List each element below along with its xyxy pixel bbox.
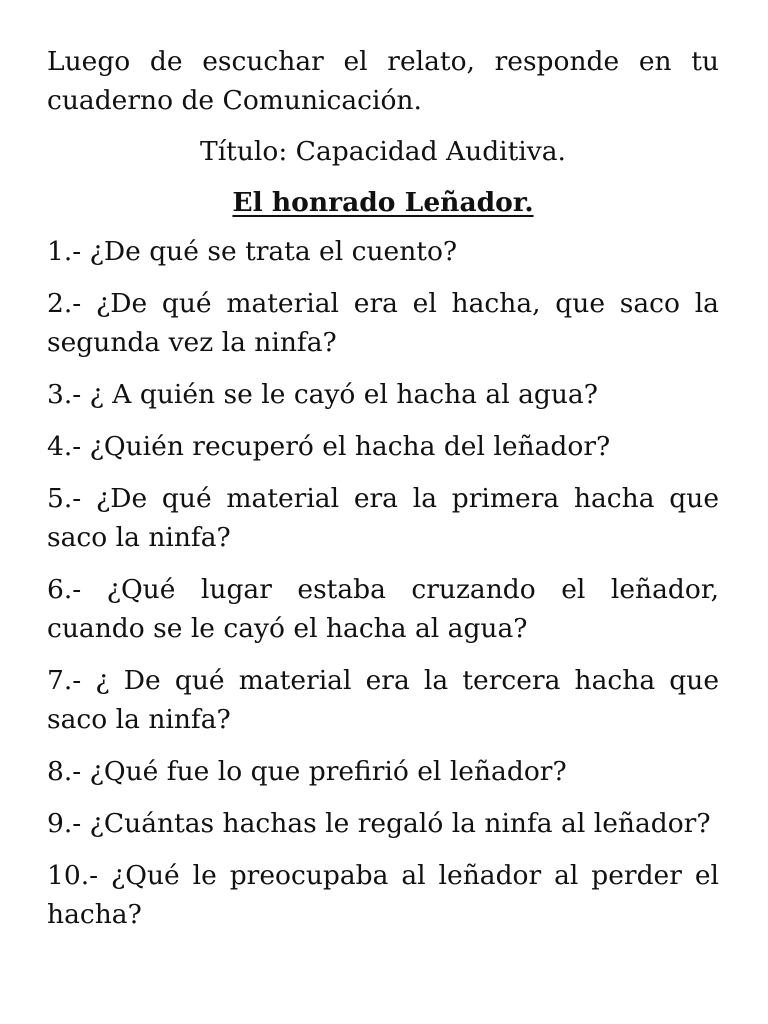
document-page	[47, 42, 719, 947]
question-9: 9.- ¿Cuántas hachas le regaló la ninfa al leñador?	[47, 808, 711, 839]
question-3: 3.- ¿ A quién se le cayó el hacha al agua?	[47, 379, 598, 410]
question-2: 2.- ¿De qué material era el hacha, que saco la segunda vez la ninfa?	[47, 288, 719, 358]
question-8: 8.- ¿Qué fue lo que prefirió el leñador?	[47, 756, 567, 787]
instructions-text: Luego de escuchar el relato, responde en tu cuaderno de Comunicación.	[47, 46, 719, 116]
story-heading: El honrado Leñador.	[232, 187, 534, 218]
question-4: 4.- ¿Quién recuperó el hacha del leñador?	[47, 431, 611, 462]
question-6: 6.- ¿Qué lugar estaba cruzando el leñador, cuando se le cayó el hacha al agua?	[47, 574, 719, 644]
question-10: 10.- ¿Qué le preocupaba al leñador al perder el hacha?	[47, 860, 719, 930]
question-5: 5.- ¿De qué material era la primera hacha que saco la ninfa?	[47, 483, 719, 553]
question-7: 7.- ¿ De qué material era la tercera hacha que saco la ninfa?	[47, 665, 719, 735]
document-title: Título: Capacidad Auditiva.	[200, 136, 566, 167]
question-1: 1.- ¿De qué se trata el cuento?	[47, 236, 458, 267]
